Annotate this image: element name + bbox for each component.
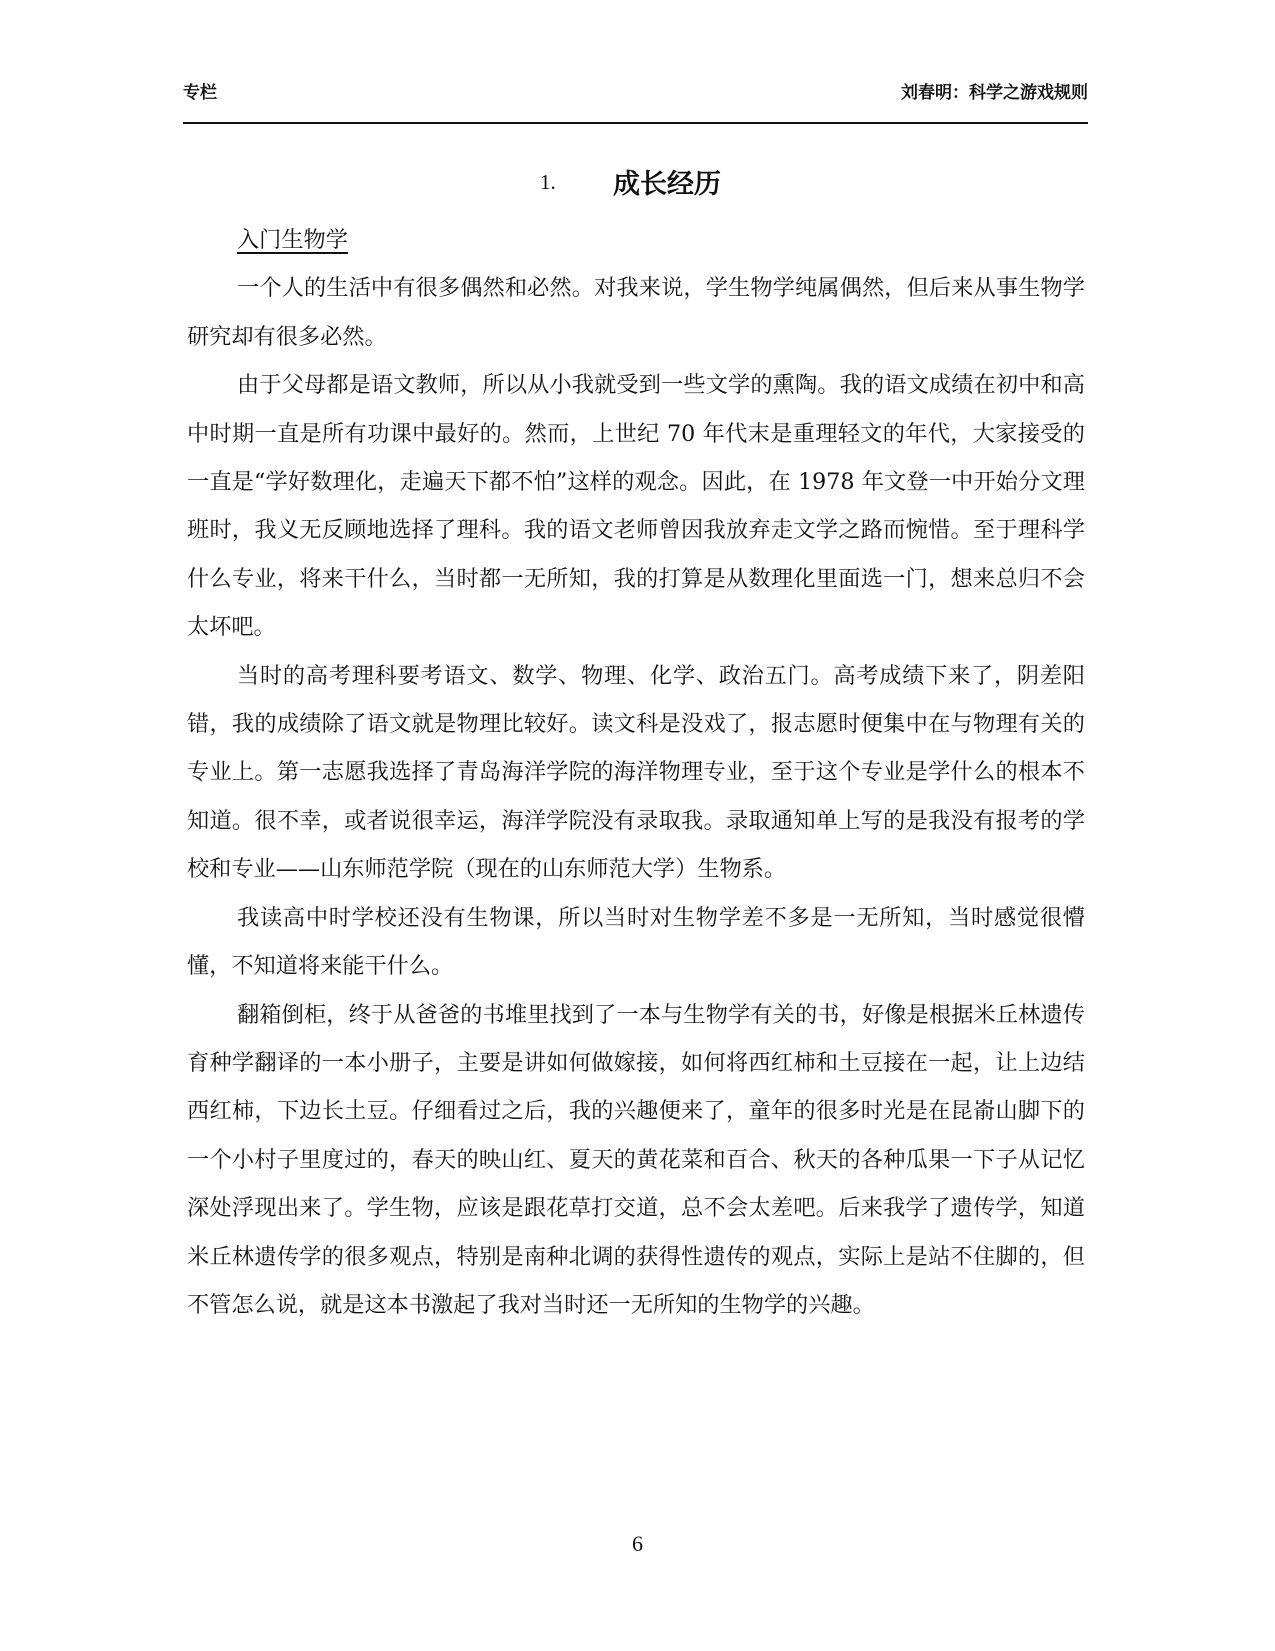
paragraph: 我读高中时学校还没有生物课，所以当时对生物学差不多是一无所知，当时感觉很懵懂，不知道将来能干什么。	[187, 904, 1085, 980]
header-divider	[183, 122, 1088, 124]
page-number: 6	[632, 1531, 643, 1556]
paragraph: 一个人的生活中有很多偶然和必然。对我来说，学生物学纯属偶然，但后来从事生物学研究却有很多必然。	[187, 275, 1085, 350]
paragraph: 由于父母都是语文教师，所以从小我就受到一些文学的熏陶。我的语文成绩在初中和高中时期一直是所有功课中最好的。然而，上世纪 70 年代末是重理轻文的年代，大家接受的一直是“学好数理化，走遍天下都不怕”这样的观念。因此，在 1978 年文登一中开始分文理班时，我义无反顾地选择了理科。我的语文老师曾因我放弃走文学之路而惋惜。至于理科学什么专业，将来干什么，当时都一无所知，我的打算是从数理化里面选一门，想来总归不会太坏吧。	[187, 372, 1085, 641]
header-article-title: 刘春明：科学之游戏规则	[901, 83, 1088, 103]
page-header	[183, 72, 1088, 104]
section-number: 1.	[540, 170, 556, 194]
header-column-label: 专栏	[183, 83, 217, 103]
section-title: 成长经历	[613, 169, 721, 200]
article-body	[187, 216, 1085, 1329]
paragraph: 当时的高考理科要考语文、数学、物理、化学、政治五门。高考成绩下来了，阴差阳错，我的成绩除了语文就是物理比较好。读文科是没戏了，报志愿时便集中在与物理有关的专业上。第一志愿我选择了青岛海洋学院的海洋物理专业，至于这个专业是学什么的根本不知道。很不幸，或者说很幸运，海洋学院没有录取我。录取通知单上写的是我没有报考的学校和专业——山东师范学院（现在的山东师范大学）生物系。	[187, 662, 1085, 883]
subheading: 入门生物学	[237, 227, 348, 253]
paragraph: 翻箱倒柜，终于从爸爸的书堆里找到了一本与生物学有关的书，好像是根据米丘林遗传育种学翻译的一本小册子，主要是讲如何做嫁接，如何将西红柿和土豆接在一起，让上边结西红柿，下边长土豆。仔细看过之后，我的兴趣便来了，童年的很多时光是在昆嵛山脚下的一个小村子里度过的，春天的映山红、夏天的黄花菜和百合、秋天的各种瓜果一下子从记忆深处浮现出来了。学生物，应该是跟花草打交道，总不会太差吧。后来我学了遗传学，知道米丘林遗传学的很多观点，特别是南种北调的获得性遗传的观点，实际上是站不住脚的，但不管怎么说，就是这本书激起了我对当时还一无所知的生物学的兴趣。	[187, 1001, 1085, 1318]
section-heading	[183, 160, 1088, 204]
